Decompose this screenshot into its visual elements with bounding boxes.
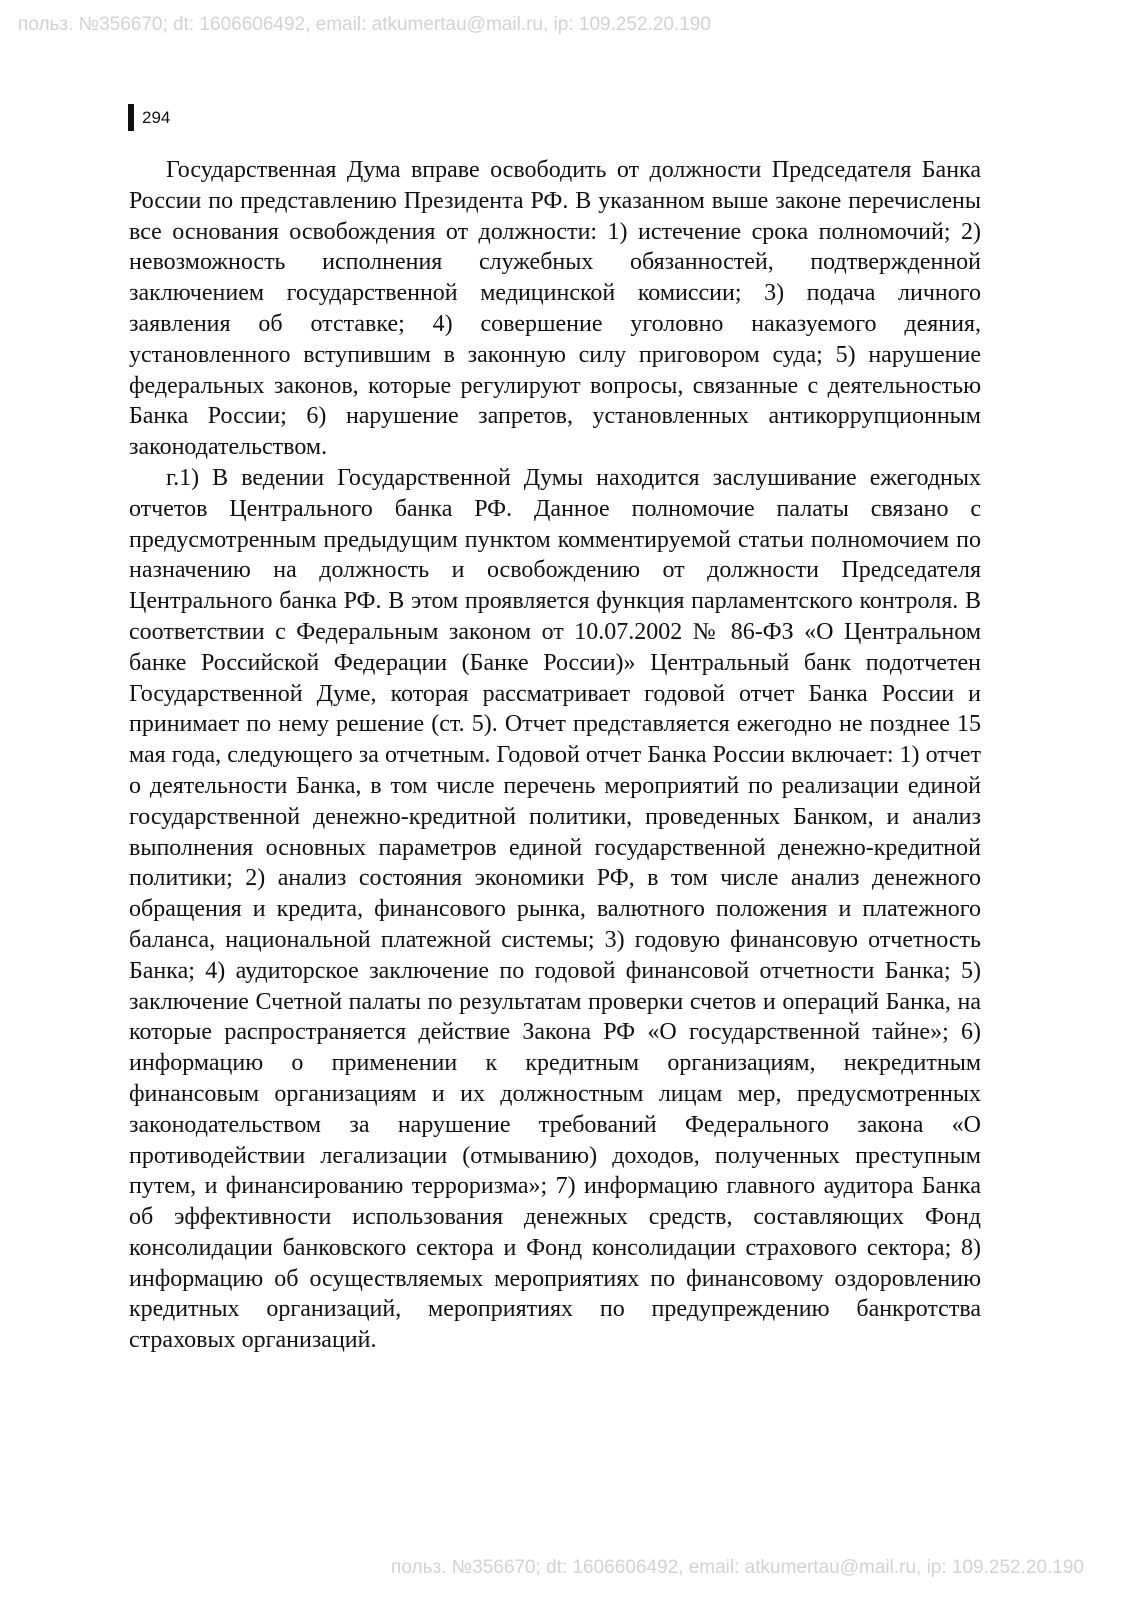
page-header — [128, 104, 170, 131]
body-text — [129, 155, 981, 1356]
watermark-top: польз. №356670; dt: 1606606492, email: atkumertau@mail.ru, ip: 109.252.20.190 — [18, 14, 711, 35]
watermark-bottom: польз. №356670; dt: 1606606492, email: atkumertau@mail.ru, ip: 109.252.20.190 — [391, 1557, 1084, 1578]
paragraph-dismissal-grounds: Государственная Дума вправе освободить от должности Председателя Банка России по представлению Президента РФ. В указанном выше законе перечислены все основания освобождения от должности: 1) истечение срока полномочий; 2) невозможность исполнения служебных обязанностей, подтвержденной заключением государственной медицинской комиссии; 3) подача личного заявления об отставке; 4) совершение уголовно наказуемого деяния, установленного вступившим в законную силу приговором суда; 5) нарушение федеральных законов, которые регулируют вопросы, связанные с деятельностью Банка России; 6) нарушение запретов, установленных антикоррупционным законодательством. — [129, 157, 981, 461]
header-marker-bar — [128, 104, 134, 131]
page-number: 294 — [142, 107, 171, 127]
paragraph-annual-report: г.1) В ведении Государственной Думы находится заслушивание ежегодных отчетов Центрального банка РФ. Данное полномочие палаты связано с предусмотренным предыдущим пунктом комментируемой статьи полномочием по назначению на должность и освобождению от должности Председателя Центрального банка РФ. В этом проявляется функция парламентского контроля. В соответствии с Федеральным законом от 10.07.2002 № 86-ФЗ «О Центральном банке Российской Федерации (Банке России)» Центральный банк подотчетен Государственной Думе, которая рассматривает годовой отчет Банка России и принимает по нему решение (ст. 5). Отчет представляется ежегодно не позднее 15 мая года, следующего за отчетным. Годовой отчет Банка России включает: 1) отчет о деятельности Банка, в том числе перечень мероприятий по реализации единой государственной денежно-кредитной политики, проведенных Банком, и анализ выполнения основных параметров единой государственной денежно-кредитной политики; 2) анализ состояния экономики РФ, в том числе анализ денежного обращения и кредита, финансового рынка, валютного положения и платежного баланса, национальной платежной системы; 3) годовую финансовую отчетность Банка; 4) аудиторское заключение по годовой финансовой отчетности Банка; 5) заключение Счетной палаты по результатам проверки счетов и операций Банка, на которые распространяется действие Закона РФ «О государственной тайне»; 6) информацию о применении к кредитным организациям, некредитным финансовым организациям и их должностным лицам мер, предусмотренных законодательством за нарушение требований Федерального закона «О противодействии легализации (отмыванию) доходов, полученных преступным путем, и финансированию терроризма»; 7) информацию главного аудитора Банка об эффективности использования денежных средств, составляющих Фонд консолидации банковского сектора и Фонд консолидации страхового сектора; 8) информацию об осуществляемых мероприятиях по финансовому оздоровлению кредитных организаций, мероприятиях по предупреждению банкротства страховых организаций. — [129, 464, 981, 1354]
